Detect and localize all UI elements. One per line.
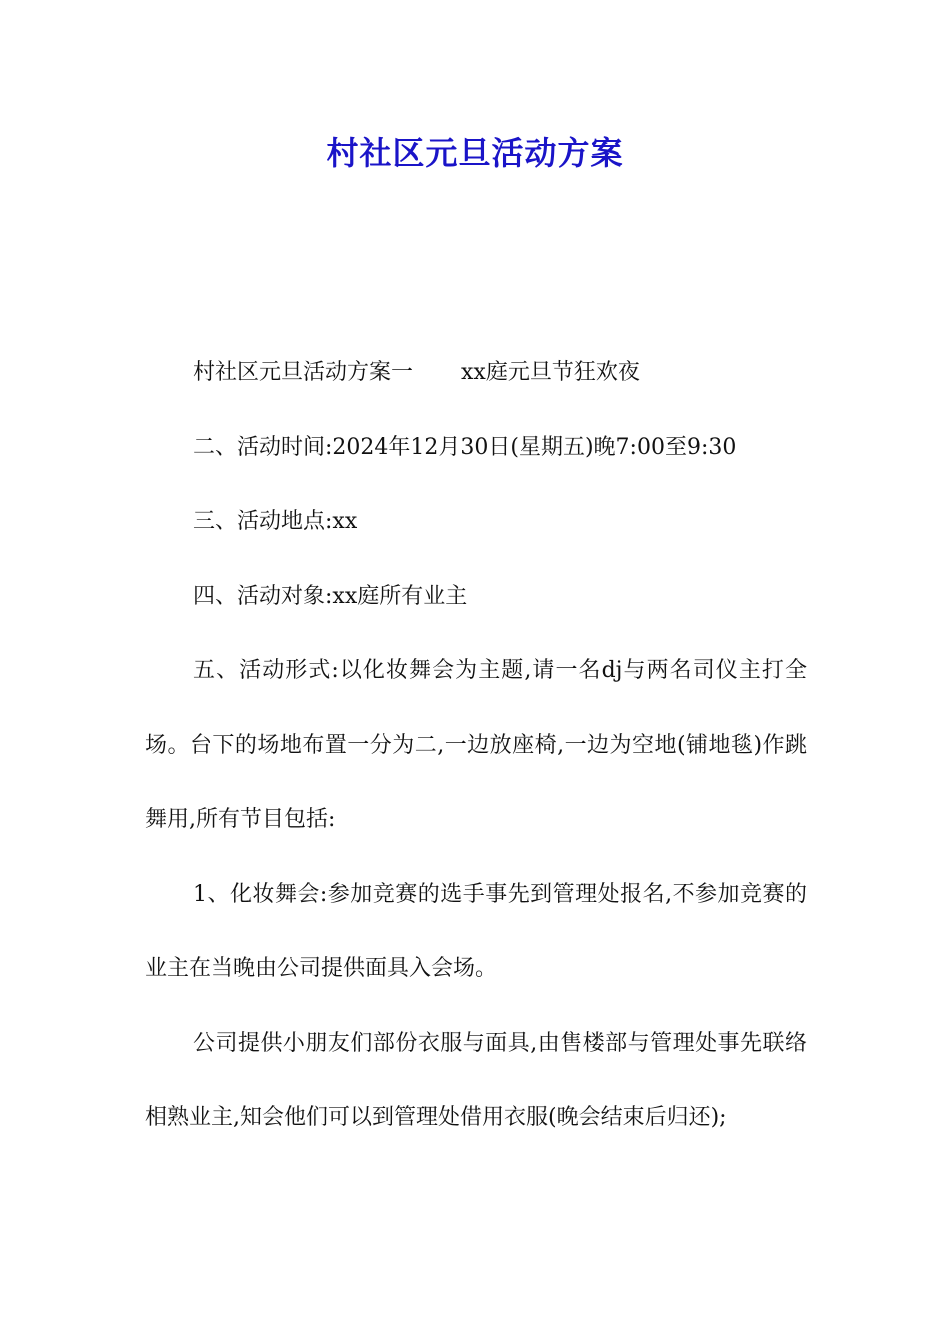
document-body xyxy=(145,336,807,1156)
intro-subtitle: xx庭元旦节狂欢夜 xyxy=(461,360,640,385)
page-title: 村社区元旦活动方案 xyxy=(326,134,624,172)
intro-paragraph xyxy=(145,336,807,411)
paragraph-format: 五、活动形式:以化妆舞会为主题,请一名dj与两名司仪主打全场。台下的场地布置一分为二,一边放座椅,一边为空地(铺地毯)作跳舞用,所有节目包括: xyxy=(145,658,807,832)
paragraph-time: 二、活动时间:2024年12月30日(星期五)晚7:00至9:30 xyxy=(193,434,737,460)
paragraph-audience: 四、活动对象:xx庭所有业主 xyxy=(193,583,468,609)
paragraph-costumes: 公司提供小朋友们部份衣服与面具,由售楼部与管理处事先联络相熟业主,知会他们可以到管理处借用衣服(晚会结束后归还); xyxy=(145,1030,807,1130)
paragraph-location: 三、活动地点:xx xyxy=(193,509,358,534)
intro-heading: 村社区元旦活动方案一 xyxy=(193,360,414,385)
paragraph-masquerade: 1、化妆舞会:参加竞赛的选手事先到管理处报名,不参加竞赛的业主在当晚由公司提供面具入会场。 xyxy=(145,881,807,981)
